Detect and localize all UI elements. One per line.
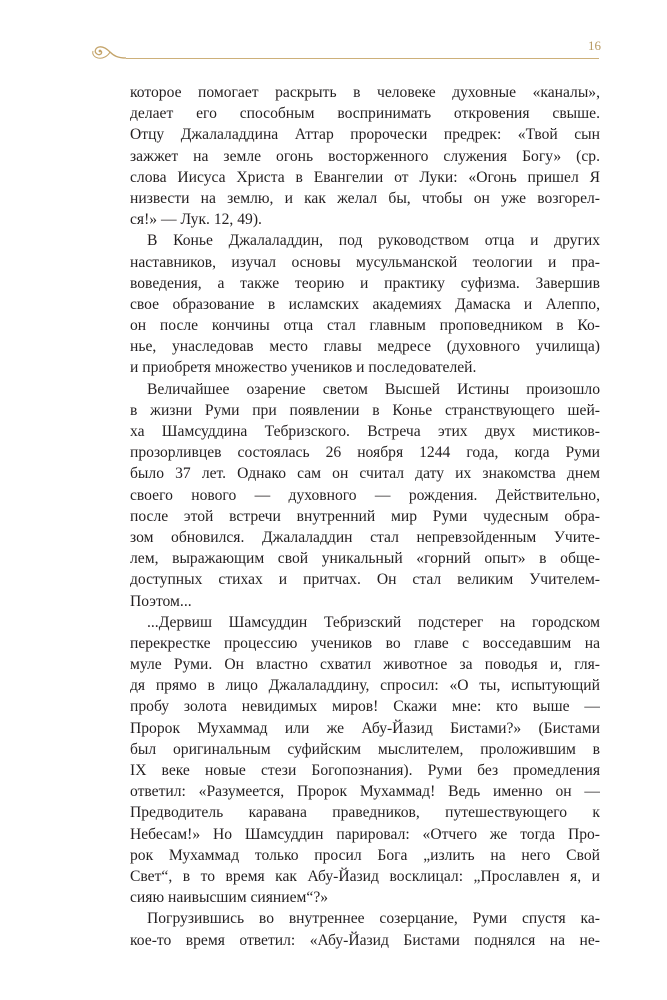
text-line: и приобретя множество учеников и последователей. [130,359,477,377]
text-line: ха Шамсуддина Тебризского. Встреча этих двух мистиков- [130,423,600,440]
paragraph [130,612,600,909]
text-line: свое образование в исламских академиях Дамаска и Алеппо, [130,295,600,313]
text-line: в жизни Руми при появлении в Конье странствующего шей- [130,401,600,419]
text-line: слова Иисуса Христа в Евангелии от Луки: «Огонь пришел Я [130,168,600,186]
text-line: лем, выражающим свой уникальный «горний опыт» в обще- [130,550,600,568]
text-line: после этой встречи внутренний мир Руми чудесным обра- [130,507,600,525]
text-line: дя прямо в лицо Джалаладдину, спросил: «О ты, испытующий [130,677,600,695]
text-line: он после кончины отца стал главным проповедником в Ко- [130,317,600,335]
text-line: доступных стихах и притчах. Он стал великим Учителем- [130,571,600,589]
text-line: воведения, а также теорию и практику суфизма. Завершив [130,274,600,292]
paragraph [130,230,600,378]
text-line: делает его способным воспринимать откровения свыше. [130,105,600,123]
scroll-flourish-icon [88,40,128,62]
paragraph [130,82,600,230]
text-line: кое-то время ответил: «Абу-Йазид Бистами поднялся на не- [130,931,600,949]
text-line: низвести на землю, и как желал бы, чтобы он уже возгорел- [130,189,600,207]
text-line: Погрузившись во внутреннее созерцание, Руми спустя ка- [147,910,600,928]
paragraph [130,379,600,612]
text-line: ся!» — Лук. 12, 49). [130,211,262,229]
paragraph [130,908,600,950]
text-line: муле Руми. Он властно схватил животное за поводья и, гля- [130,656,600,674]
text-line: наставников, изучал основы мусульманской теологии и пра- [130,253,600,271]
text-line: прозорливцев состоялась 26 ноября 1244 года, когда Руми [130,444,600,462]
text-line: зом обновился. Джалаладдин стал непревзойденным Учите- [130,528,600,546]
text-line: Пророк Мухаммад или же Абу-Йазид Бистами?» (Бистами [130,719,600,737]
text-line: пробу золота невидимых миров! Скажи мне: кто выше — [130,698,600,716]
text-line: нье, унаследовав место главы медресе (духовного училища) [130,338,600,356]
text-line: сияю наивысшим сиянием“?» [130,889,329,907]
page-number: 16 [588,38,601,53]
text-line: Отцу Джалаладдина Аттар пророчески предрек: «Твой сын [130,126,600,144]
text-line: было 37 лет. Однако сам он считал дату их знакомства днем [130,465,600,483]
text-line: перекрестке процессию учеников во главе с восседавшим на [130,634,600,652]
text-line: ответил: «Разумеется, Пророк Мухаммад! Ведь именно он — [130,783,600,801]
text-line: Свет“, в то время как Абу-Йазид восклицал: „Прославлен я, и [130,867,600,885]
text-line: Небесам!» Но Шамсуддин парировал: «Отчего же тогда Про- [130,825,600,843]
body-text [130,82,600,951]
text-line: В Конье Джалаладдин, под руководством отца и других [147,232,600,250]
header-rule [126,58,599,59]
text-line: рок Мухаммад только просил Бога „излить на него Свой [130,846,600,864]
text-line: ...Дервиш Шамсуддин Тебризский подстерег на городском [147,613,600,631]
text-line: был оригинальным суфийским мыслителем, проложившим в [130,740,600,758]
text-line: своего нового — духовного — рождения. Действительно, [130,486,600,504]
text-line: IX веке новые стези Богопознания). Руми без промедления [130,762,600,779]
text-line: зажжет на земле огонь восторженного служения Богу» (ср. [130,147,600,165]
text-line: которое помогает раскрыть в человеке духовные «каналы», [130,84,600,101]
text-line: Предводитель каравана праведников, путешествующего к [130,804,600,822]
text-line: Поэтом... [130,592,192,610]
text-line: Величайшее озарение светом Высшей Истины произошло [147,380,600,398]
